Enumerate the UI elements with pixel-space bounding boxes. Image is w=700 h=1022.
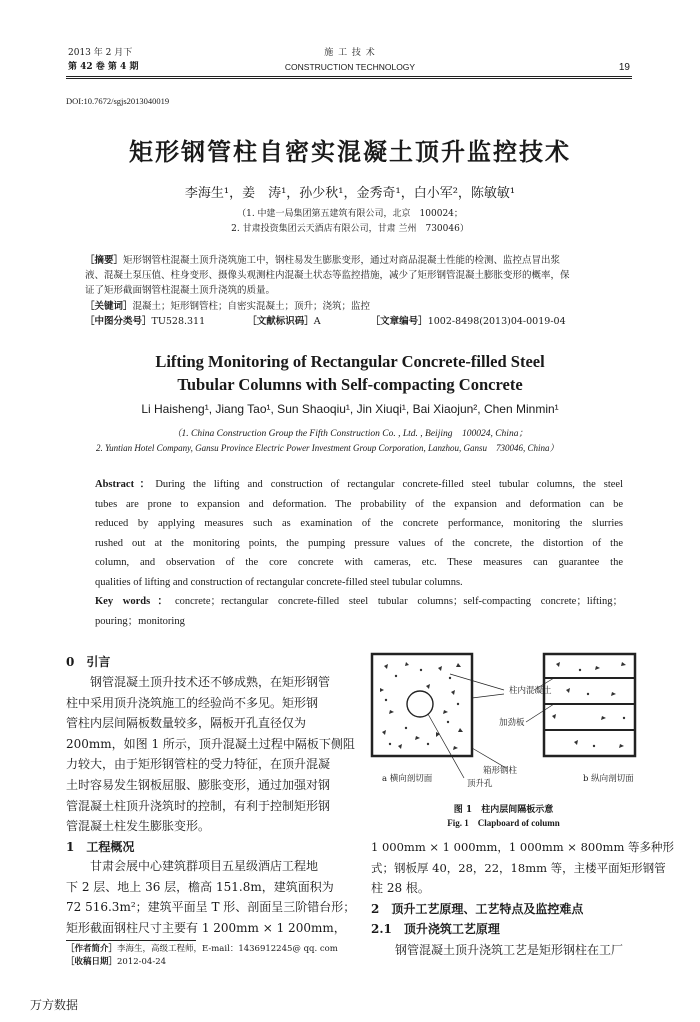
section-1-line-3: 72 516.3m²；建筑平面呈 T 形、剖面呈三阶错台形； [66, 900, 356, 915]
section-0-line-3: 管柱内层间隔板数量较多，隔板开孔直径仅为 [66, 716, 307, 731]
affiliation-cn-1: （1. 中建一局集团第五建筑有限公司，北京 100024； [237, 209, 463, 219]
doc-code-value: A [313, 316, 321, 327]
journal-name-cn: 施 工 技 术 [324, 48, 376, 58]
section-0-line-5: 力较大，由于矩形钢管柱的受力特征，在顶升混凝 [66, 757, 331, 772]
footnote-received-text: 2012-04-24 [117, 957, 167, 967]
abstract-en-line-2: tubes are prone to expansion and deformation. The probability of the expansion and deformation can be [95, 499, 623, 510]
section-2-1-line-1: 钢管混凝土顶升浇筑工艺是矩形钢柱在工厂 [395, 942, 624, 957]
abstract-en-line-3: reduced by applying measures such as examination of the concrete performance, monitoring the slurries [95, 518, 623, 529]
lift-hole-circle [407, 691, 433, 717]
volume-issue: 第 42 卷 第 4 期 [68, 62, 139, 72]
keywords-en-line-1 [95, 592, 623, 612]
keywords-en-line-2: pouring；monitoring [95, 616, 185, 627]
abstract-cn-line-2: 液、混凝土泵压值、柱身变形、摄像头观测柱内混凝土状态等监控措施，减少了矩形钢管混凝土膨胀变形的概率，保 [85, 270, 570, 281]
journal-name-en: CONSTRUCTION TECHNOLOGY [284, 62, 416, 72]
abstract-cn-label: ［摘要］ [85, 255, 124, 266]
right-line-1: 1 000mm × 1 000mm，1 000mm × 800mm 等多种形 [371, 840, 675, 854]
abstract-en-text-1: During the lifting and construction of rectangular concrete-filled steel tubular columns, the steel [155, 479, 623, 490]
section-1-body [66, 856, 356, 938]
right-line-2: 式；钢板厚 40，28，22，18mm 等，主楼平面矩形钢管 [371, 860, 666, 875]
keywords-cn-label: ［关键词］ [85, 301, 133, 312]
title-cn: 矩形钢管柱自密实混凝土顶升监控技术 [129, 137, 571, 166]
article-no-label: ［文章编号］ [370, 316, 428, 327]
title-en-line-1: Lifting Monitoring of Rectangular Concrete-filled Steel [155, 352, 545, 371]
doc-code-label: ［文献标识码］ [247, 316, 314, 327]
abstract-en-line-4: rushed out at the monitoring points, the pumping pressure values of the concrete, the distortion of the [95, 538, 623, 549]
section-2-heading: 2 顶升工艺原理、工艺特点及监控难点 [371, 901, 584, 916]
fig-label-lift-hole: 顶升孔 [467, 779, 493, 789]
abstract-cn-line-3: 证了矩形截面钢管柱混凝土顶升浇筑的质量。 [85, 285, 276, 296]
abstract-en-label: Abstract： [95, 479, 156, 490]
footnote-received [66, 956, 166, 968]
authors-cn: 李海生¹，姜 涛¹，孙少秋¹，金秀奇¹，白小军²，陈敏敏¹ [184, 186, 516, 201]
footnote-received-label: ［收稿日期］ [66, 957, 118, 967]
figure-1-caption-en: Fig. 1 Clapboard of column [447, 818, 560, 828]
header-rule [66, 76, 632, 77]
abstract-en-line-6: qualities of lifting and construction of rectangular concrete-filled steel tubular columns. [95, 577, 463, 588]
right-line-3: 柱 28 根。 [371, 881, 430, 896]
authors-en: Li Haisheng¹, Jiang Tao¹, Sun Shaoqiu¹, Jin Xiuqi¹, Bai Xiaojun², Chen Minmin¹ [141, 402, 559, 416]
section-0-line-4: 200mm，如图 1 所示，顶升混凝土过程中隔板下侧阻 [66, 736, 355, 751]
affiliation-en-1: （1. China Construction Group the Fifth Construction Co. , Ltd. , Beijing 100024, China； [172, 429, 528, 439]
section-1-heading: 1 工程概况 [66, 840, 135, 854]
fig-label-concrete: 柱内混凝土 [509, 686, 552, 696]
watermark: 万方数据 [30, 998, 79, 1012]
header-rule-thin [66, 78, 632, 79]
doi: DOI:10.7672/sgjs2013040019 [66, 96, 170, 106]
affiliation-en-2: 2. Yuntian Hotel Company, Gansu Province Electric Power Investment Group Corporation, Lanzhou, Gansu 730046, China） [96, 443, 559, 453]
keywords-en-label: Key words： [95, 596, 175, 607]
section-0-body [66, 672, 356, 837]
section-0-line-7: 管混凝土柱顶升浇筑时的控制，有利于控制矩形钢 [66, 798, 331, 813]
section-0-heading: 0 引言 [66, 655, 111, 669]
classification-row [85, 314, 625, 329]
footnote-author-text: 李海生，高级工程师，E-mail：1436912245@ qq. com [117, 944, 338, 954]
title-en-line-2: Tubular Columns with Self-compacting Concrete [177, 375, 523, 394]
right-column-body [371, 837, 675, 961]
footnote-rule [66, 940, 196, 941]
section-1-line-4: 矩形截面钢柱尺寸主要有 1 200mm × 1 200mm， [66, 920, 346, 935]
section-1-line-1: 甘肃会展中心建筑群项目五星级酒店工程地 [90, 859, 319, 873]
page-number: 19 [618, 62, 630, 73]
issue-date: 2013 年 2 月下 [68, 48, 133, 58]
fig-label-a: a 横向剖切面 [382, 774, 433, 784]
clc-label: ［中图分类号］ [85, 316, 152, 327]
footnote-author-label: ［作者简介］ [66, 944, 118, 954]
clc-value: TU528.311 [151, 316, 206, 327]
affiliation-cn-2: 2. 甘肃投资集团云天酒店有限公司，甘肃 兰州 730046） [231, 224, 469, 234]
section-0-line-1: 钢管混凝土顶升技术还不够成熟，在矩形钢管 [90, 675, 331, 689]
section-2-1-heading: 2.1 顶升浇筑工艺原理 [371, 922, 500, 937]
fig-label-stiffener: 加劲板 [499, 718, 525, 728]
section-0-line-6: 土时容易发生钢板屈服、膨胀变形，通过加强对钢 [66, 777, 331, 792]
section-1-line-2: 下 2 层、地上 36 层，檐高 151.8m，建筑面积为 [66, 879, 334, 894]
keywords-cn-text: 混凝土；矩形钢管柱；自密实混凝土；顶升；浇筑；监控 [132, 301, 371, 312]
section-0-line-8: 管混凝土柱发生膨胀变形。 [66, 819, 211, 834]
fig-label-steel-column: 箱形钢柱 [483, 766, 518, 776]
keywords-cn [85, 299, 625, 314]
diaphragm-plates [544, 678, 635, 730]
abstract-cn-text-1: 矩形钢管柱混凝土顶升浇筑施工中，钢柱易发生膨胀变形，通过对商品混凝土性能的检测、监控点冒出浆 [123, 255, 561, 266]
fig-label-b: b 纵向剖切面 [583, 774, 634, 784]
abstract-en-line-5: column, and observation of the core concrete with cameras, etc. These measures can guarantee the [95, 557, 623, 568]
abstract-en-line-1 [95, 475, 623, 495]
abstract-cn-line-1 [85, 253, 625, 268]
article-no-value: 1002-8498(2013)04-0019-04 [427, 316, 566, 327]
keywords-en-text-1: concrete；rectangular concrete-filled steel tubular columns；self-compacting concrete；lifting； [174, 596, 623, 607]
section-0-line-2: 柱中采用顶升浇筑施工的经验尚不多见。矩形钢 [66, 695, 319, 710]
figure-1-caption-cn: 图 1 柱内层间隔板示意 [453, 805, 554, 815]
footnote-author [66, 943, 338, 955]
